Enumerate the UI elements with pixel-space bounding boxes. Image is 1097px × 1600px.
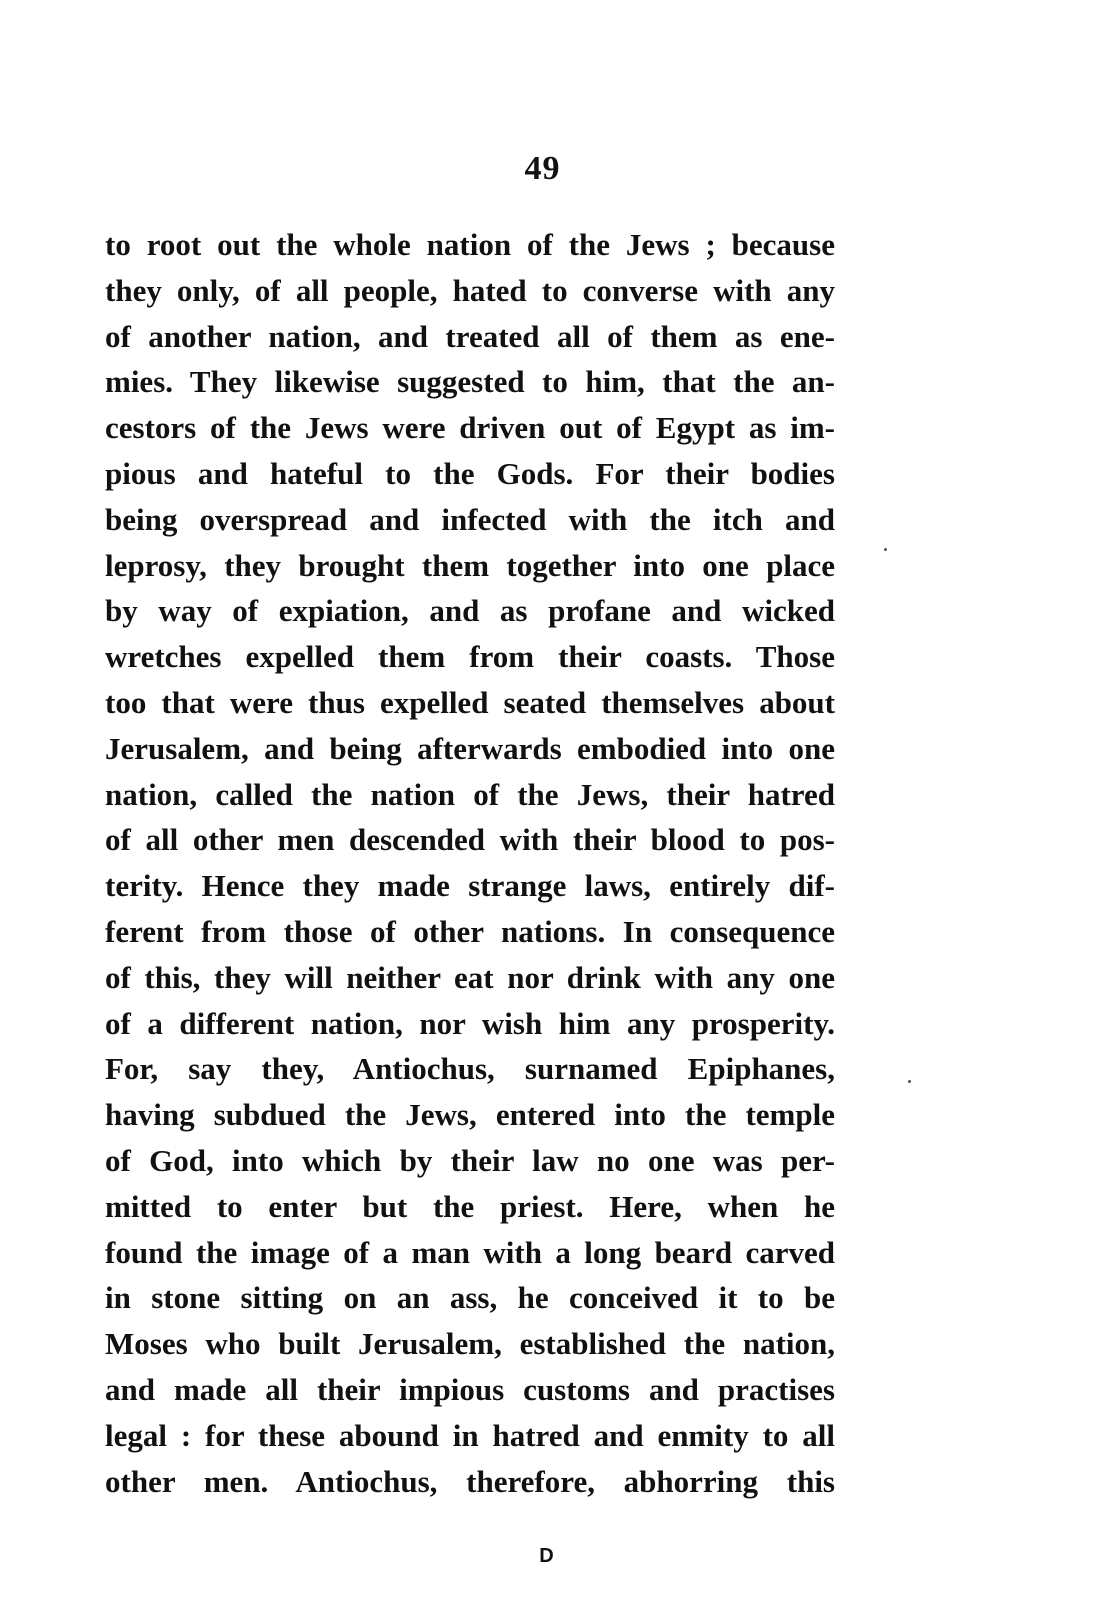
text-line: of a different nation, nor wish him any prosperity.: [105, 1005, 835, 1041]
text-line: wretches expelled them from their coasts. Those: [105, 639, 835, 675]
text-line: by way of expiation, and as profane and wicked: [105, 593, 835, 629]
text-line: Moses who built Jerusalem, established the nation,: [105, 1326, 835, 1362]
text-line: mies. They likewise suggested to him, that the an-: [105, 364, 835, 400]
text-line: ferent from those of other nations. In consequence: [105, 913, 835, 949]
text-line: of another nation, and treated all of them as ene-: [105, 318, 835, 354]
text-line: other men. Antiochus, therefore, abhorring this: [105, 1463, 835, 1499]
text-line: legal : for these abound in hatred and enmity to all: [105, 1417, 835, 1453]
paper-speck: [884, 548, 887, 551]
text-line: nation, called the nation of the Jews, their hatred: [105, 776, 835, 812]
text-line: pious and hateful to the Gods. For their bodies: [105, 455, 835, 491]
text-line: of all other men descended with their blood to pos-: [105, 822, 835, 858]
page-number: 49: [524, 150, 561, 187]
text-line: For, say they, Antiochus, surnamed Epiphanes,: [105, 1051, 835, 1087]
text-line: and made all their impious customs and practises: [105, 1371, 835, 1407]
text-line: too that were thus expelled seated themselves about: [105, 684, 835, 720]
text-line: found the image of a man with a long beard carved: [105, 1234, 835, 1270]
paper-speck: [908, 1080, 911, 1083]
text-line: Jerusalem, and being afterwards embodied into one: [105, 730, 835, 766]
text-line: leprosy, they brought them together into one place: [105, 547, 835, 583]
text-line: of God, into which by their law no one was per-: [105, 1142, 835, 1178]
text-line: they only, of all people, hated to converse with any: [105, 272, 835, 308]
text-line: having subdued the Jews, entered into the temple: [105, 1097, 835, 1133]
text-line: being overspread and infected with the itch and: [105, 501, 835, 537]
text-line: terity. Hence they made strange laws, entirely dif-: [105, 868, 835, 904]
body-text: [105, 222, 835, 1504]
signature-mark: D: [539, 1545, 554, 1567]
text-line: to root out the whole nation of the Jews ; because: [105, 227, 835, 262]
text-line: in stone sitting on an ass, he conceived it to be: [105, 1280, 835, 1316]
text-line: mitted to enter but the priest. Here, when he: [105, 1188, 835, 1224]
text-line: cestors of the Jews were driven out of Egypt as im-: [105, 410, 835, 446]
text-line: of this, they will neither eat nor drink with any one: [105, 959, 835, 995]
